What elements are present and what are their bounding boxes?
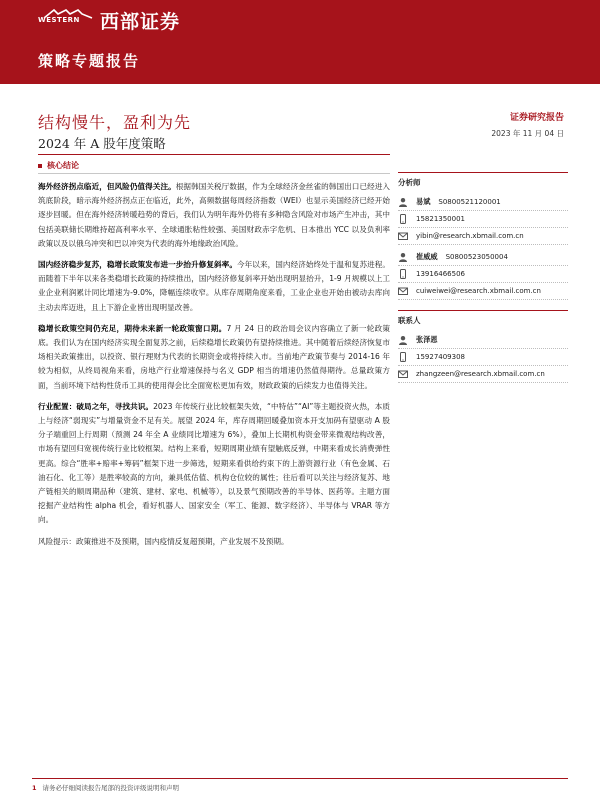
report-body <box>38 180 390 549</box>
analyst-email-row <box>398 228 568 245</box>
report-label: 证券研究报告 <box>509 113 564 123</box>
bullet-icon <box>38 164 42 168</box>
contact-email[interactable]: zhangzeen@research.xbmail.com.cn <box>416 370 545 378</box>
contact-name-row <box>398 332 568 349</box>
person-icon <box>398 197 408 207</box>
analyst-name-row <box>398 249 568 266</box>
paragraph <box>38 180 390 251</box>
analysts-heading: 分析师 <box>398 178 421 187</box>
paragraph <box>38 258 390 315</box>
person-icon <box>398 335 408 345</box>
divider <box>38 173 390 174</box>
analyst-phone-row <box>398 211 568 228</box>
section-heading <box>38 160 79 171</box>
analyst-name: 崔威威 <box>416 252 438 261</box>
page-footer <box>32 783 179 792</box>
analyst-phone: 15821350001 <box>416 215 465 223</box>
report-title: 结构慢牛，盈利为先 <box>38 113 192 132</box>
report-type: 策略专题报告 <box>38 52 141 70</box>
phone-icon <box>398 352 408 362</box>
footer-divider <box>32 778 568 779</box>
analyst-email[interactable]: yibin@research.xbmail.com.cn <box>416 232 524 240</box>
analyst-email[interactable]: cuiweiwei@research.xbmail.com.cn <box>416 287 541 295</box>
analyst-cert: S0800521120001 <box>438 198 501 206</box>
contact-heading: 联系人 <box>398 316 421 325</box>
analyst-name-row <box>398 194 568 211</box>
analyst-phone-row <box>398 266 568 283</box>
mail-icon <box>398 286 408 296</box>
contact-card <box>398 332 568 383</box>
contact-email-row <box>398 366 568 383</box>
paragraph-text: 根据韩国关税厅数据，作为全球经济金丝雀的韩国出口已经进入筑底阶段，暗示海外经济拐点正在临近，此外，高频数据每周经济指数（WEI）也显示美国经济已经开始逐步回暖。但在海外经济转暖趋势的背后，我们认为明年海外仍将有多种隐含风险对市场产生冲击，其中包括美联储长期维持超高利率水平、全球通胀粘性较强、美国财政赤字危机、日本推出 YCC 以及负利率政策以及以俄乌冲突和巴以冲突为代表的海外地缘政治风险。 <box>38 182 390 248</box>
logo-wordmark: WESTERN <box>38 16 80 24</box>
risk-warning: 风险提示：政策推进不及预期，国内疫情反复超预期，产业发展不及预期。 <box>38 536 289 546</box>
report-date: 2023 年 11 月 04 日 <box>491 129 564 138</box>
report-header <box>0 0 600 84</box>
phone-icon <box>398 269 408 279</box>
analyst-name: 易斌 <box>416 197 431 206</box>
paragraph <box>38 322 390 393</box>
analyst-email-row <box>398 283 568 300</box>
paragraph-lead: 稳增长政策空间仍充足，期待未来新一轮政策窗口期。 <box>38 323 227 333</box>
divider <box>398 172 568 173</box>
mail-icon <box>398 231 408 241</box>
analyst-card <box>398 194 568 245</box>
analyst-cert: S0800523050004 <box>445 253 508 261</box>
paragraph <box>38 400 390 528</box>
page-number: 1 <box>32 784 37 792</box>
paragraph-lead: 海外经济拐点临近，但风险仍值得关注。 <box>38 182 176 191</box>
analyst-sidebar <box>398 172 568 387</box>
contact-name: 张泽恩 <box>416 335 438 344</box>
report-subtitle: 2024 年 A 股年度策略 <box>38 136 166 151</box>
divider <box>38 154 390 155</box>
person-icon <box>398 252 408 262</box>
section-heading-text: 核心结论 <box>47 161 79 170</box>
paragraph-lead: 国内经济稳步复苏，稳增长政策发布进一步抬升修复斜率。 <box>38 260 237 270</box>
mail-icon <box>398 369 408 379</box>
contact-phone: 15927409308 <box>416 353 465 361</box>
analyst-phone: 13916466506 <box>416 270 465 278</box>
company-name: 西部证券 <box>100 11 181 33</box>
divider <box>398 310 568 311</box>
analyst-card <box>398 249 568 300</box>
paragraph-text: 2023 年传统行业比较框架失效，“中特估”“AI”等主题投资火热，本质上与经济“弱现实”与增量资金不足有关。展望 2024 年，库存周期回暖叠加资本开支加码有望驱动 A 股分子端重回上行周期（预测 24 年全 A 业绩同比增速为 6%），叠加上长期机构资金带来微观结构改善，市场有望回归宽视传统行业比较框架。结构上来看，短期周期业绩有望触底反弹，中期来看成长消费弹性更高。综合“胜率+赔率+筹码”框架下进一步筛选，短期来看供给约束下的上游资源行业（有色金属、石油石化、化工等）是胜率较高的方向，兼具低估值、机构仓位较的属性；往后看可以关注与经济复苏、地产链相关的顺周期品种（建筑、建材、家电、机械等），以及景气预期改善的半导体、医药等。主题方面挖掘产业结构性 alpha 机会，看好机器人、国家安全（军工、能源、数字经济）、半导体与 VRAR 等方向。 <box>38 401 390 525</box>
phone-icon <box>398 214 408 224</box>
contact-phone-row <box>398 349 568 366</box>
paragraph-lead: 行业配置：破局之年，寻找共识。 <box>38 401 154 411</box>
paragraph-text: 今年以来，国内经济始终处于温和复苏进程。而随着下半年以来各类稳增长政策的持续推出，国内经济修复斜率开始出现明显抬升，1-9 月规模以上工业企业利润累计同比增速为-9.0%，降幅连续收窄。从库存周期角度来看，工业企业也开始由被动去库向主动去库迈进，且上下游企业皆出现明显改善。 <box>38 260 391 312</box>
footer-disclaimer: 请务必仔细阅读报告尾部的投资评级说明和声明 <box>42 784 180 792</box>
paragraph-text: 7 月 24 日的政治局会议内容确立了新一轮政策底。我们认为在国内经济实现全面复苏之前，后续稳增长政策仍有望持续推进。其中随着后续经济恢复市场相关政策推出，以投资、银行理财为代表的长期资金或将持续入市。当前地产政策节奏与 2014-16 年较为相似，从终局视角来看，房地产行业增速保持与名义 GDP 相当的增速仍然值得期待。总量政策方面，当前环境下结构性货币工具的使用得会比全面宽松更加有效，财政政策的后续发力也值得关注。 <box>38 323 391 390</box>
